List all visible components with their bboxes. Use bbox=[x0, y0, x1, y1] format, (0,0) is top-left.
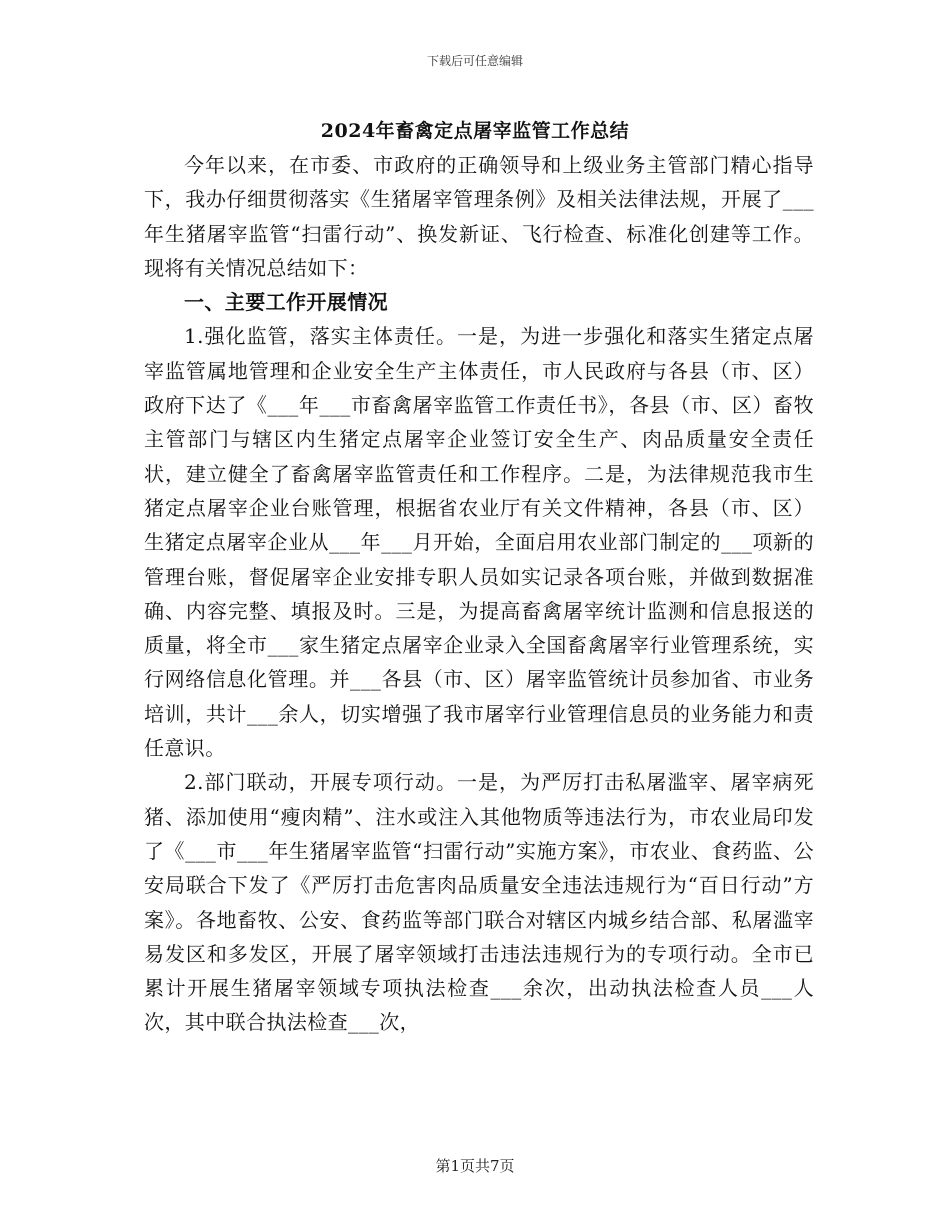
document-body bbox=[144, 148, 814, 1040]
intro-paragraph: 今年以来，在市委、市政府的正确领导和上级业务主管部门精心指导下，我办仔细贯彻落实《生猪屠宰管理条例》及相关法律法规，开展了___年生猪屠宰监管“扫雷行动”、换发新证、飞行检查、标准化创建等工作。现将有关情况总结如下： bbox=[144, 153, 814, 280]
item-2-paragraph: 2.部门联动，开展专项行动。一是，为严厉打击私屠滥宰、屠宰病死猪、添加使用“瘦肉精”、注水或注入其他物质等违法行为，市农业局印发了《___市___年生猪屠宰监管“扫雷行动”实施方案》，市农业、食药监、公安局联合下发了《严厉打击危害肉品质量安全违法违规行为“百日行动”方案》。各地畜牧、公安、食药监等部门联合对辖区内城乡结合部、私屠滥宰易发区和多发区，开展了屠宰领域打击违法违规行为的专项行动。全市已累计开展生猪屠宰领域专项执法检查___余次，出动执法检查人员___人次，其中联合执法检查___次， bbox=[144, 770, 814, 1035]
document-title: 2024年畜禽定点屠宰监管工作总结 bbox=[320, 120, 630, 142]
header-note: 下载后可任意编辑 bbox=[426, 54, 523, 68]
page-footer: 第1页共7页 bbox=[435, 1157, 515, 1175]
section-heading: 一、主要工作开展情况 bbox=[184, 290, 388, 315]
item-1-paragraph: 1.强化监管，落实主体责任。一是，为进一步强化和落实生猪定点屠宰监管属地管理和企业安全生产主体责任，市人民政府与各县（市、区）政府下达了《___年___市畜禽屠宰监管工作责任书》，各县（市、区）畜牧主管部门与辖区内生猪定点屠宰企业签订安全生产、肉品质量安全责任状，建立健全了畜禽屠宰监管责任和工作程序。二是，为法律规范我市生猪定点屠宰企业台账管理，根据省农业厅有关文件精神，各县（市、区）生猪定点屠宰企业从___年___月开始，全面启用农业部门制定的___项新的管理台账，督促屠宰企业安排专职人员如实记录各项台账，并做到数据准确、内容完整、填报及时。三是，为提高畜禽屠宰统计监测和信息报送的质量，将全市___家生猪定点屠宰企业录入全国畜禽屠宰行业管理系统，实行网络信息化管理。并___各县（市、区）屠宰监管统计员参加省、市业务培训，共计___余人，切实增强了我市屠宰行业管理信息员的业务能力和责任意识。 bbox=[144, 324, 814, 761]
